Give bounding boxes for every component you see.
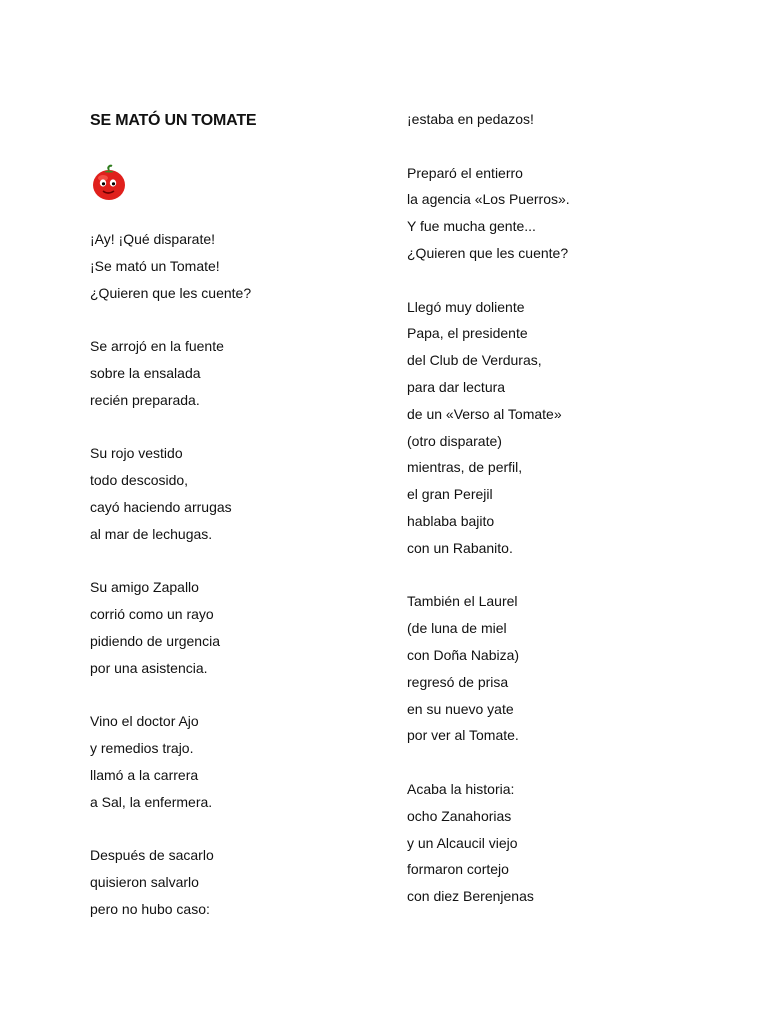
tomato-face-icon xyxy=(89,163,129,203)
poem-line: ¿Quieren que les cuente? xyxy=(90,284,252,301)
poem-line: pero no hubo caso: xyxy=(90,900,210,917)
poem-line: a Sal, la enfermera. xyxy=(90,793,213,810)
poem-line: hablaba bajito xyxy=(407,512,495,529)
stanza xyxy=(90,440,251,547)
poem-line: pidiendo de urgencia xyxy=(90,632,220,649)
poem-line: ocho Zanahorias xyxy=(407,807,512,824)
poem-line: Llegó muy doliente xyxy=(407,298,525,315)
poem-line: para dar lectura xyxy=(407,378,506,395)
stanza xyxy=(90,226,251,306)
poem-title: SE MATÓ UN TOMATE xyxy=(90,112,257,129)
poem-line: todo descosido, xyxy=(90,472,189,489)
poem-line: Preparó el entierro xyxy=(407,164,523,181)
poem-line: de un «Verso al Tomate» xyxy=(407,405,562,422)
poem-line: al mar de lechugas. xyxy=(90,525,213,542)
poem-line: Se arrojó en la fuente xyxy=(90,338,224,355)
poem-line: También el Laurel xyxy=(407,593,518,610)
poem-line: Y fue mucha gente... xyxy=(407,218,536,235)
poem-line: regresó de prisa xyxy=(407,673,509,690)
stanza xyxy=(90,574,251,681)
poem-line: llamó a la carrera xyxy=(90,766,199,783)
stanza xyxy=(90,333,251,413)
poem-line: ¡Se mató un Tomate! xyxy=(90,257,220,274)
poem-line: mientras, de perfil, xyxy=(407,459,523,476)
stanza xyxy=(407,106,570,133)
poem-line: (de luna de miel xyxy=(407,620,507,637)
poem-line: Su amigo Zapallo xyxy=(90,579,199,596)
poem-line: (otro disparate) xyxy=(407,432,502,449)
stanza xyxy=(407,294,570,562)
poem-line: ¡estaba en pedazos! xyxy=(407,111,534,127)
poem-right-column xyxy=(407,106,570,910)
stanza xyxy=(90,708,251,815)
poem-line: corrió como un rayo xyxy=(90,606,214,623)
poem-line: Su rojo vestido xyxy=(90,445,183,462)
poem-line: formaron cortejo xyxy=(407,861,509,878)
poem-line: recién preparada. xyxy=(90,391,200,408)
poem-line: el gran Perejil xyxy=(407,486,493,503)
poem-line: con Doña Nabiza) xyxy=(407,646,520,663)
poem-line: sobre la ensalada xyxy=(90,364,201,381)
stanza xyxy=(407,588,570,749)
poem-line: por ver al Tomate. xyxy=(407,727,519,744)
stanza xyxy=(407,160,570,267)
stanza xyxy=(90,842,251,922)
poem-line: Después de sacarlo xyxy=(90,847,214,864)
poem-line: Acaba la historia: xyxy=(407,780,515,797)
poem-line: quisieron salvarlo xyxy=(90,874,199,891)
poem-line: y un Alcaucil viejo xyxy=(407,834,518,851)
poem-line: Vino el doctor Ajo xyxy=(90,713,199,730)
poem-left-column xyxy=(90,226,251,923)
poem-line: en su nuevo yate xyxy=(407,700,514,717)
poem-line: ¡Ay! ¡Qué disparate! xyxy=(90,231,216,247)
poem-line: ¿Quieren que les cuente? xyxy=(407,244,569,261)
poem-line: la agencia «Los Puerros». xyxy=(407,191,570,208)
poem-line: Papa, el presidente xyxy=(407,325,528,342)
poem-line: con un Rabanito. xyxy=(407,539,513,556)
poem-line: del Club de Verduras, xyxy=(407,352,542,369)
stanza xyxy=(407,776,570,910)
poem-line: y remedios trajo. xyxy=(90,740,194,757)
poem-line: cayó haciendo arrugas xyxy=(90,498,232,515)
poem-line: por una asistencia. xyxy=(90,659,208,676)
poem-line: con diez Berenjenas xyxy=(407,888,534,905)
